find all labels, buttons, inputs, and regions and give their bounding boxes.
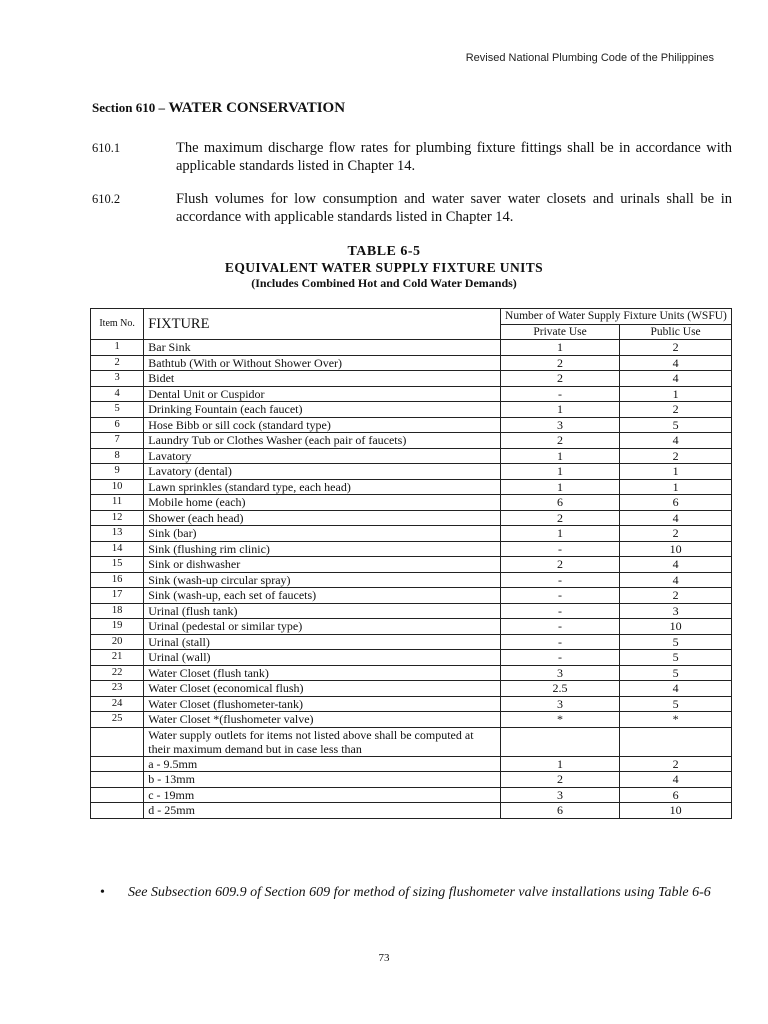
private-use-cell: 2 <box>500 433 619 449</box>
clause-text: The maximum discharge flow rates for plumbing fixture fittings shall be in accordance with applicable standards listed in Chapter 14. <box>176 140 732 174</box>
section-heading <box>92 100 345 117</box>
public-use-cell: 5 <box>620 634 732 650</box>
public-use-cell: * <box>620 712 732 728</box>
public-use-cell: 5 <box>620 650 732 666</box>
item-number-cell: 2 <box>91 355 144 371</box>
public-use-cell: 4 <box>620 433 732 449</box>
item-number-cell: 7 <box>91 433 144 449</box>
table-row <box>91 355 732 371</box>
outlet-size-cell: a - 9.5mm <box>144 756 501 772</box>
item-number-cell: 16 <box>91 572 144 588</box>
private-use-cell: 6 <box>500 495 619 511</box>
item-number-cell <box>91 772 144 788</box>
running-header: Revised National Plumbing Code of the Philippines <box>465 52 714 64</box>
fixture-cell: Water Closet (economical flush) <box>144 681 501 697</box>
table-subrow <box>91 772 732 788</box>
item-number-cell <box>91 756 144 772</box>
private-use-cell: 1 <box>500 479 619 495</box>
private-use-cell: 2 <box>500 355 619 371</box>
table-row <box>91 588 732 604</box>
fixture-cell: Water Closet (flushometer-tank) <box>144 696 501 712</box>
table-row <box>91 541 732 557</box>
public-use-cell: 5 <box>620 665 732 681</box>
item-number-cell: 18 <box>91 603 144 619</box>
footnote-bullet: • <box>100 885 105 900</box>
private-use-cell: * <box>500 712 619 728</box>
table-subrow <box>91 756 732 772</box>
public-use-cell: 2 <box>620 526 732 542</box>
private-use-cell: 2 <box>500 510 619 526</box>
private-use-cell: 1 <box>500 756 619 772</box>
footnote <box>100 884 732 902</box>
fixture-cell: Urinal (pedestal or similar type) <box>144 619 501 635</box>
private-use-cell: 3 <box>500 417 619 433</box>
fixture-cell: Mobile home (each) <box>144 495 501 511</box>
item-number-cell: 17 <box>91 588 144 604</box>
item-number-cell: 20 <box>91 634 144 650</box>
clause-610-2 <box>92 190 732 226</box>
private-use-cell <box>500 727 619 756</box>
item-number-cell: 21 <box>91 650 144 666</box>
public-use-cell: 10 <box>620 541 732 557</box>
table-subrow <box>91 803 732 819</box>
public-use-cell: 2 <box>620 340 732 356</box>
header-public-use: Public Use <box>620 324 732 340</box>
fixture-cell: Urinal (wall) <box>144 650 501 666</box>
private-use-cell: 6 <box>500 803 619 819</box>
private-use-cell: - <box>500 541 619 557</box>
fixture-cell: Drinking Fountain (each faucet) <box>144 402 501 418</box>
public-use-cell: 6 <box>620 787 732 803</box>
footnote-text: See Subsection 609.9 of Section 609 for method of sizing flushometer valve installations using Table 6-6 <box>128 885 711 900</box>
table-row <box>91 464 732 480</box>
table-row <box>91 681 732 697</box>
table-row <box>91 696 732 712</box>
table-title: EQUIVALENT WATER SUPPLY FIXTURE UNITS <box>224 260 544 275</box>
private-use-cell: 1 <box>500 340 619 356</box>
item-number-cell <box>91 787 144 803</box>
private-use-cell: 3 <box>500 665 619 681</box>
fixture-units-table <box>90 308 732 819</box>
public-use-cell: 2 <box>620 402 732 418</box>
fixture-cell: Lavatory (dental) <box>144 464 501 480</box>
private-use-cell: - <box>500 588 619 604</box>
public-use-cell: 1 <box>620 386 732 402</box>
public-use-cell: 10 <box>620 803 732 819</box>
table-row <box>91 603 732 619</box>
private-use-cell: 2.5 <box>500 681 619 697</box>
table-number: TABLE 6-5 <box>347 244 421 259</box>
item-number-cell: 9 <box>91 464 144 480</box>
fixture-cell: Sink (wash-up circular spray) <box>144 572 501 588</box>
item-number-cell: 12 <box>91 510 144 526</box>
fixture-cell: Dental Unit or Cuspidor <box>144 386 501 402</box>
item-number-cell: 4 <box>91 386 144 402</box>
table-row <box>91 371 732 387</box>
private-use-cell: 2 <box>500 772 619 788</box>
private-use-cell: 2 <box>500 371 619 387</box>
fixture-cell: Water Closet *(flushometer valve) <box>144 712 501 728</box>
public-use-cell: 4 <box>620 557 732 573</box>
fixture-cell: Urinal (stall) <box>144 634 501 650</box>
public-use-cell: 2 <box>620 756 732 772</box>
fixture-cell: Water Closet (flush tank) <box>144 665 501 681</box>
fixture-cell: Bar Sink <box>144 340 501 356</box>
fixture-cell: Sink (flushing rim clinic) <box>144 541 501 557</box>
item-number-cell: 1 <box>91 340 144 356</box>
item-number-cell: 23 <box>91 681 144 697</box>
public-use-cell: 2 <box>620 588 732 604</box>
fixture-cell: Sink or dishwasher <box>144 557 501 573</box>
table-row <box>91 557 732 573</box>
public-use-cell: 3 <box>620 603 732 619</box>
item-number-cell: 5 <box>91 402 144 418</box>
item-number-cell: 8 <box>91 448 144 464</box>
table-row <box>91 495 732 511</box>
clause-number: 610.2 <box>92 192 121 206</box>
public-use-cell: 6 <box>620 495 732 511</box>
public-use-cell: 10 <box>620 619 732 635</box>
outlet-size-cell: b - 13mm <box>144 772 501 788</box>
clause-610-1 <box>92 139 732 175</box>
table-row <box>91 665 732 681</box>
private-use-cell: 3 <box>500 696 619 712</box>
item-number-cell <box>91 803 144 819</box>
item-number-cell: 24 <box>91 696 144 712</box>
fixture-cell: Lavatory <box>144 448 501 464</box>
item-number-cell: 25 <box>91 712 144 728</box>
fixture-cell: Shower (each head) <box>144 510 501 526</box>
private-use-cell: - <box>500 619 619 635</box>
table-row <box>91 402 732 418</box>
item-number-cell <box>91 727 144 756</box>
fixture-cell: Lawn sprinkles (standard type, each head) <box>144 479 501 495</box>
note-cell: Water supply outlets for items not listed above shall be computed at their maximum demand but in case less than <box>144 727 501 756</box>
outlet-size-cell: d - 25mm <box>144 803 501 819</box>
page-number: 73 <box>378 952 390 964</box>
table-row <box>91 433 732 449</box>
table-row <box>91 526 732 542</box>
item-number-cell: 3 <box>91 371 144 387</box>
public-use-cell: 4 <box>620 371 732 387</box>
table-row <box>91 448 732 464</box>
table-body <box>91 340 732 819</box>
header-private-use: Private Use <box>500 324 619 340</box>
private-use-cell: - <box>500 603 619 619</box>
item-number-cell: 10 <box>91 479 144 495</box>
header-item-no: Item No. <box>91 309 144 340</box>
item-number-cell: 22 <box>91 665 144 681</box>
private-use-cell: 3 <box>500 787 619 803</box>
private-use-cell: - <box>500 634 619 650</box>
item-number-cell: 14 <box>91 541 144 557</box>
fixture-cell: Sink (wash-up, each set of faucets) <box>144 588 501 604</box>
item-number-cell: 19 <box>91 619 144 635</box>
outlet-size-cell: c - 19mm <box>144 787 501 803</box>
item-number-cell: 11 <box>91 495 144 511</box>
section-title: WATER CONSERVATION <box>168 100 346 116</box>
table-row <box>91 479 732 495</box>
table-row <box>91 619 732 635</box>
table-row <box>91 386 732 402</box>
header-fixture: FIXTURE <box>144 309 501 340</box>
public-use-cell: 4 <box>620 681 732 697</box>
table-subtitle: (Includes Combined Hot and Cold Water Demands) <box>251 276 517 290</box>
public-use-cell: 4 <box>620 572 732 588</box>
public-use-cell: 5 <box>620 696 732 712</box>
clause-number: 610.1 <box>92 141 121 155</box>
fixture-cell: Laundry Tub or Clothes Washer (each pair of faucets) <box>144 433 501 449</box>
private-use-cell: 1 <box>500 448 619 464</box>
table-row <box>91 340 732 356</box>
table-caption <box>0 244 768 291</box>
private-use-cell: 1 <box>500 526 619 542</box>
fixture-cell: Urinal (flush tank) <box>144 603 501 619</box>
fixture-cell: Sink (bar) <box>144 526 501 542</box>
table-row <box>91 634 732 650</box>
fixture-cell: Bidet <box>144 371 501 387</box>
private-use-cell: - <box>500 650 619 666</box>
public-use-cell: 4 <box>620 510 732 526</box>
table-row <box>91 650 732 666</box>
table-row <box>91 712 732 728</box>
public-use-cell: 2 <box>620 448 732 464</box>
private-use-cell: - <box>500 386 619 402</box>
header-wsfu-group: Number of Water Supply Fixture Units (WSFU) <box>500 309 731 325</box>
item-number-cell: 15 <box>91 557 144 573</box>
table-row <box>91 417 732 433</box>
public-use-cell <box>620 727 732 756</box>
private-use-cell: 1 <box>500 402 619 418</box>
table-note-row <box>91 727 732 756</box>
public-use-cell: 5 <box>620 417 732 433</box>
private-use-cell: - <box>500 572 619 588</box>
public-use-cell: 1 <box>620 464 732 480</box>
table-row <box>91 510 732 526</box>
item-number-cell: 6 <box>91 417 144 433</box>
fixture-cell: Hose Bibb or sill cock (standard type) <box>144 417 501 433</box>
table-row <box>91 572 732 588</box>
public-use-cell: 4 <box>620 355 732 371</box>
clause-text: Flush volumes for low consumption and water saver water closets and urinals shall be in accordance with applicable standards listed in Chapter 14. <box>176 191 732 225</box>
fixture-cell: Bathtub (With or Without Shower Over) <box>144 355 501 371</box>
private-use-cell: 1 <box>500 464 619 480</box>
public-use-cell: 4 <box>620 772 732 788</box>
section-number: Section 610 – <box>92 100 165 115</box>
table-subrow <box>91 787 732 803</box>
private-use-cell: 2 <box>500 557 619 573</box>
public-use-cell: 1 <box>620 479 732 495</box>
item-number-cell: 13 <box>91 526 144 542</box>
